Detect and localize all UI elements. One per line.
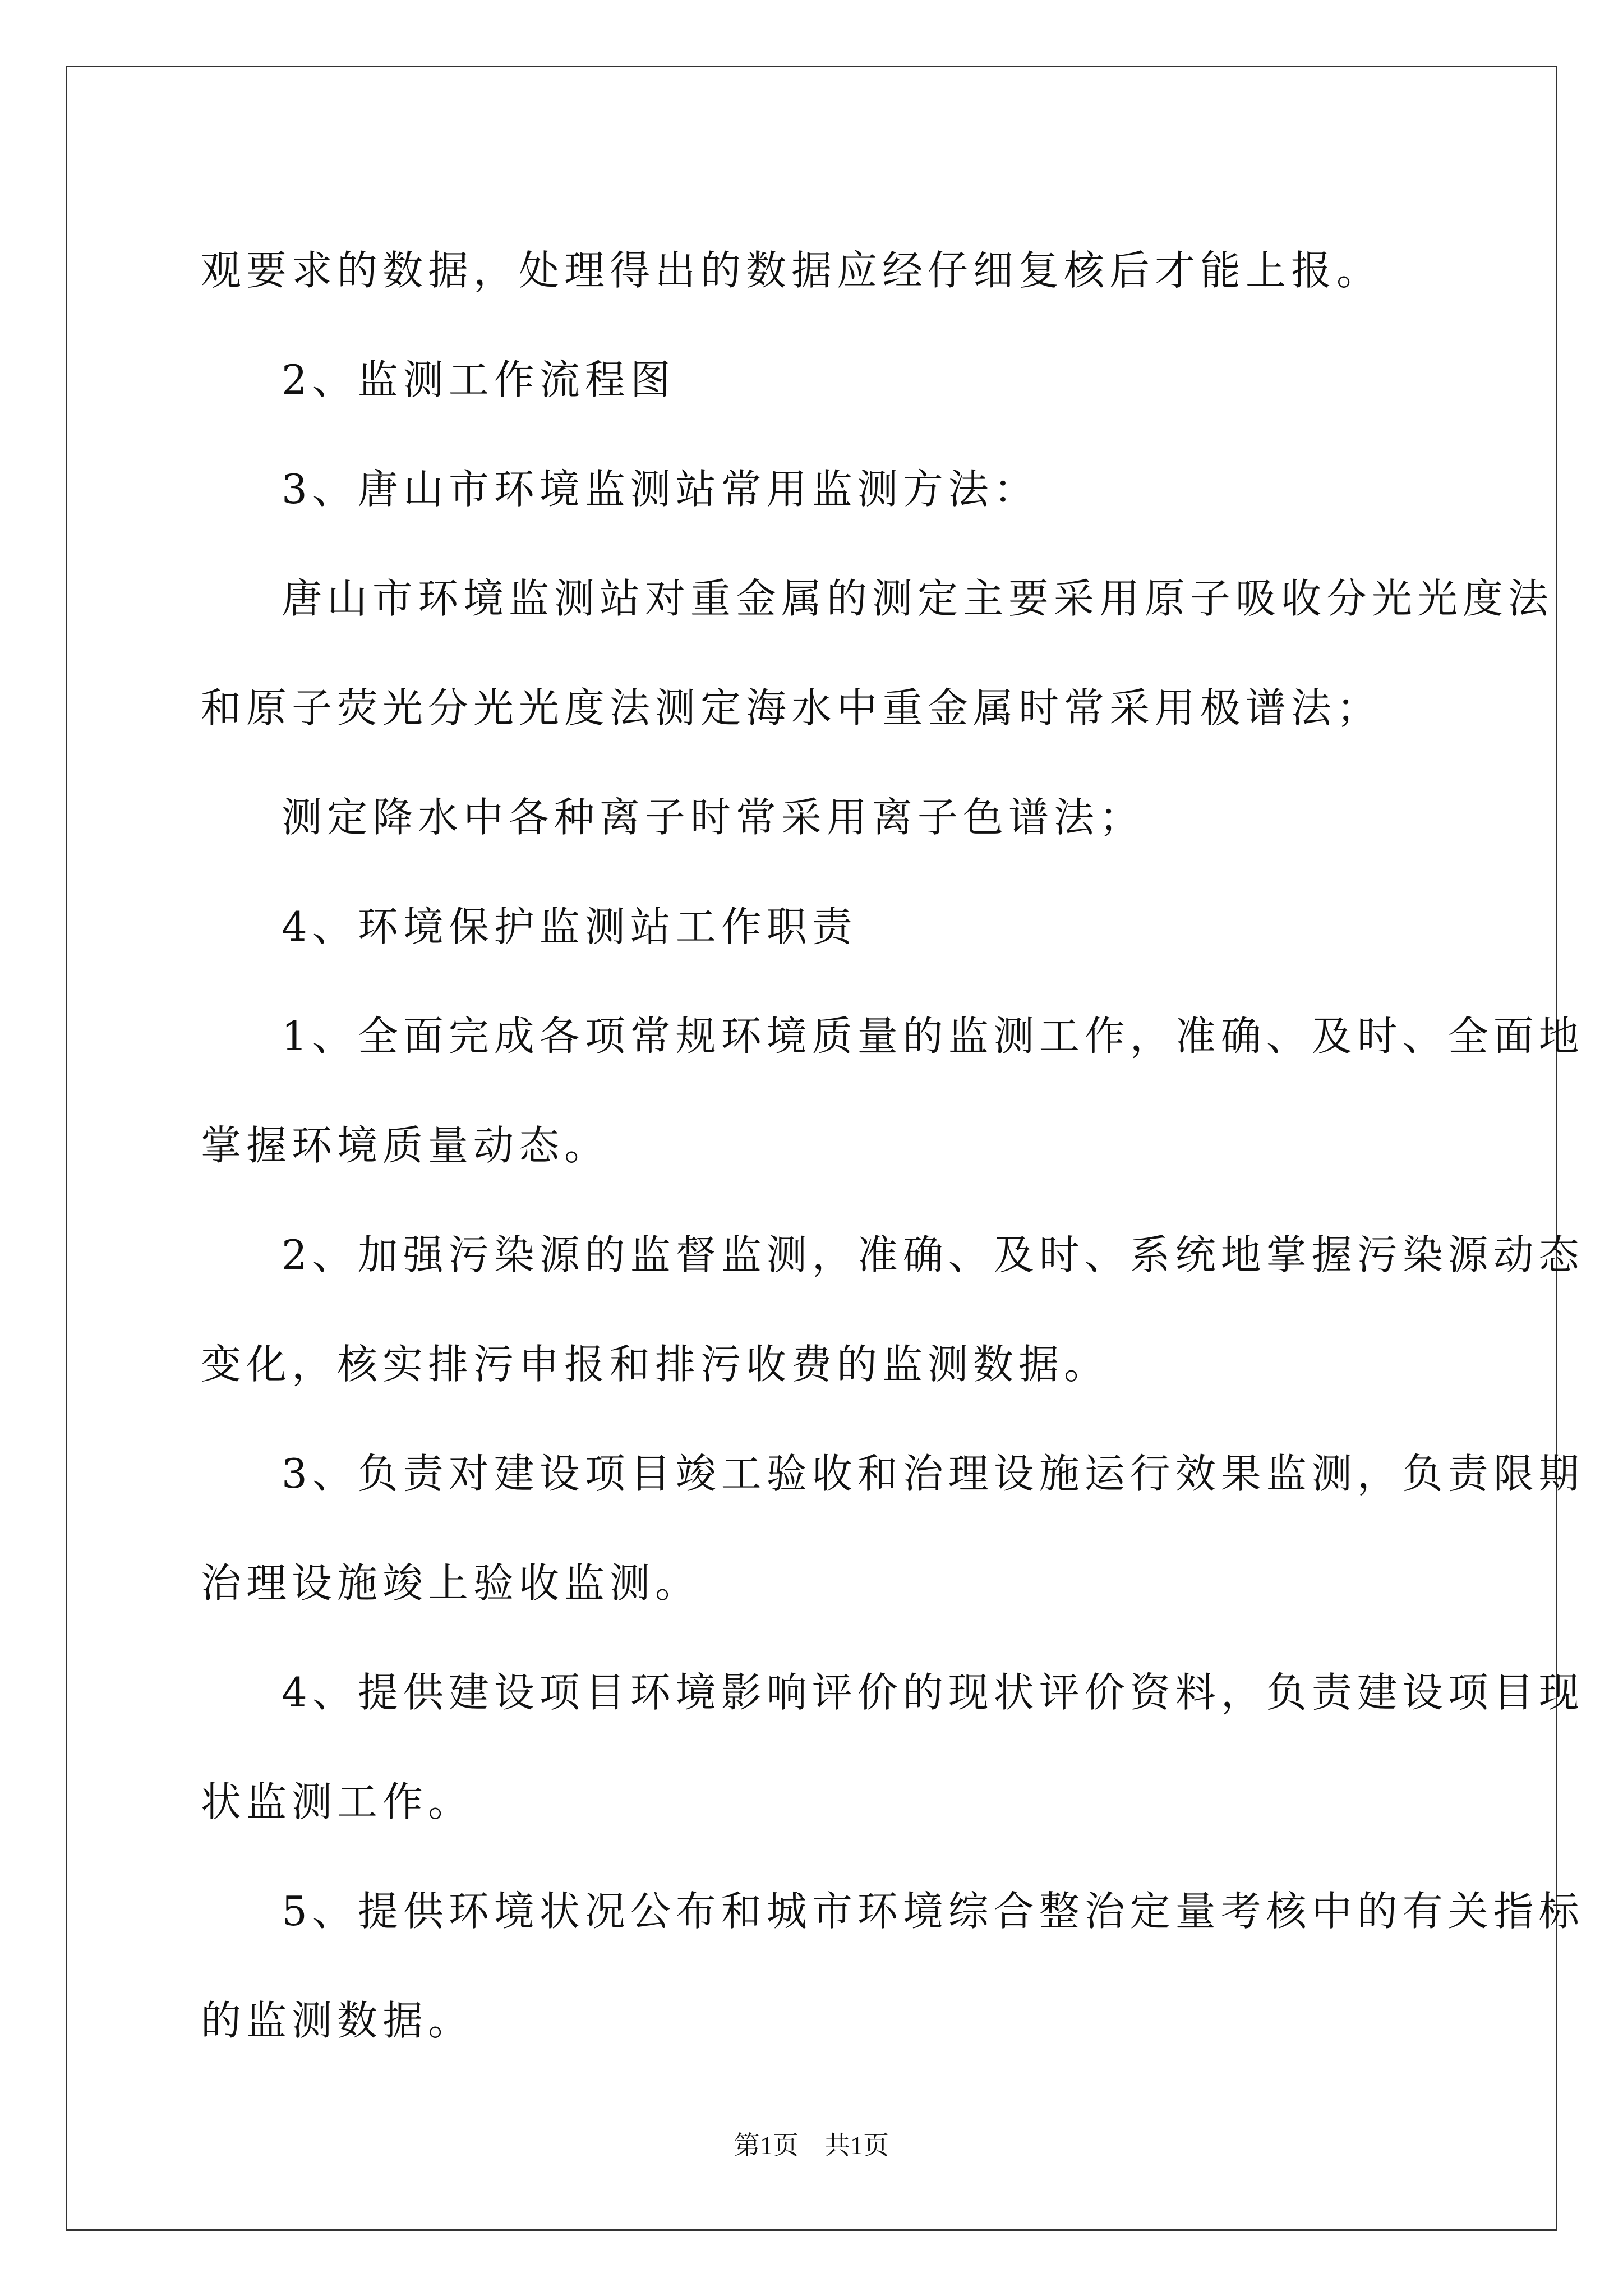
paragraph-line: 掌握环境质量动态。 bbox=[201, 1122, 610, 1169]
paragraph-line: 测定降水中各种离子时常采用离子色谱法； bbox=[282, 794, 1145, 841]
paragraph-line: 2、加强污染源的监督监测，准确、及时、系统地掌握污染源动态 bbox=[282, 1231, 1584, 1278]
paragraph-line: 状监测工作。 bbox=[201, 1778, 474, 1825]
paragraph-line: 观要求的数据，处理得出的数据应经仔细复核后才能上报。 bbox=[201, 247, 1382, 294]
paragraph-line: 4、提供建设项目环境影响评价的现状评价资料，负责建设项目现 bbox=[282, 1669, 1584, 1716]
paragraph-line: 1、全面完成各项常规环境质量的监测工作，准确、及时、全面地 bbox=[282, 1013, 1584, 1060]
paragraph-line: 3、唐山市环境监测站常用监测方法： bbox=[282, 466, 1039, 513]
paragraph-line: 2、监测工作流程图 bbox=[282, 356, 676, 403]
paragraph-line: 3、负责对建设项目竣工验收和治理设施运行效果监测，负责限期 bbox=[282, 1450, 1584, 1497]
document-body bbox=[201, 216, 1584, 2076]
paragraph-line: 变化，核实排污申报和排污收费的监测数据。 bbox=[201, 1341, 1110, 1388]
page-number-footer: 第1页 共1页 bbox=[734, 2131, 889, 2160]
paragraph-line: 4、环境保护监测站工作职责 bbox=[282, 903, 857, 950]
paragraph-line: 的监测数据。 bbox=[201, 1997, 474, 2044]
paragraph-line: 和原子荧光分光光度法测定海水中重金属时常采用极谱法； bbox=[201, 684, 1382, 731]
paragraph-line: 治理设施竣上验收监测。 bbox=[201, 1559, 701, 1607]
paragraph-line: 唐山市环境监测站对重金属的测定主要采用原子吸收分光光度法 bbox=[282, 575, 1554, 622]
paragraph-line: 5、提供环境状况公布和城市环境综合整治定量考核中的有关指标 bbox=[282, 1888, 1584, 1935]
